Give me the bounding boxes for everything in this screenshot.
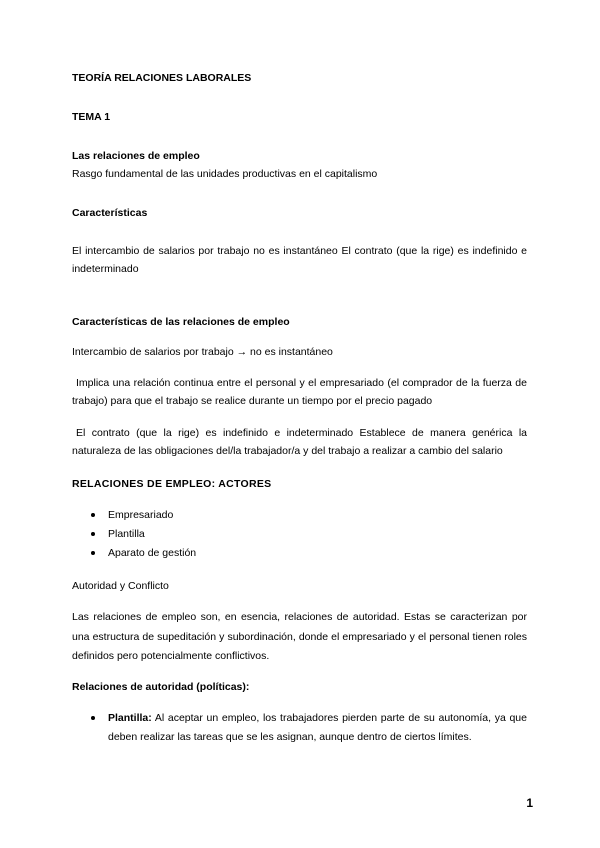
section-heading-caracteristicas-relaciones: Características de las relaciones de empleo	[72, 316, 290, 328]
list-item: Aparato de gestión	[72, 544, 527, 563]
document-title: TEORÍA RELACIONES LABORALES	[72, 72, 252, 84]
section-heading-caracteristicas: Características	[72, 207, 148, 219]
paragraph-relacion-continua: Implica una relación continua entre el personal y el empresariado (el comprador de la fuerza de trabajo) para que el trabajo se realice durante un tiempo por el precio pagado	[72, 377, 527, 407]
section-heading-actores: RELACIONES DE EMPLEO: ACTORES	[72, 478, 272, 490]
section-text-intercambio: El intercambio de salarios por trabajo no es instantáneo El contrato (que la rige) es indefinido e indeterminado	[72, 245, 527, 275]
paragraph-autoridad: Las relaciones de empleo son, en esencia, relaciones de autoridad. Estas se caracterizan por una estructura de supeditación y subordinación, donde el empresariado y el personal tienen roles definidos pero potencialmente conflictivos.	[72, 611, 527, 662]
section-text-rasgo: Rasgo fundamental de las unidades productivas en el capitalismo	[72, 168, 378, 180]
authority-list	[72, 709, 527, 747]
actors-list	[72, 506, 527, 563]
section-heading-relaciones-autoridad: Relaciones de autoridad (políticas):	[72, 681, 250, 693]
section-heading-relaciones-empleo: Las relaciones de empleo	[72, 150, 200, 162]
list-item: Empresariado	[72, 506, 527, 525]
item-term: Plantilla:	[108, 712, 152, 724]
item-text: Al aceptar un empleo, los trabajadores pierden parte de su autonomía, ya que deben realizar las tareas que se les asignan, aunque dentro de ciertos límites.	[108, 712, 527, 743]
paragraph-intercambio-salarios: Intercambio de salarios por trabajo → no es instantáneo	[72, 346, 333, 358]
subheading-autoridad-conflicto: Autoridad y Conflicto	[72, 580, 169, 592]
paragraph-contrato-indefinido: El contrato (que la rige) es indefinido e indeterminado Establece de manera genérica la naturaleza de las obligaciones del/la trabajador/a y del trabajo a realizar a cambio del salario	[72, 427, 527, 457]
list-item: Plantilla	[72, 525, 527, 544]
topic-heading: TEMA 1	[72, 111, 111, 123]
list-item	[72, 709, 527, 747]
page-number: 1	[526, 796, 533, 810]
